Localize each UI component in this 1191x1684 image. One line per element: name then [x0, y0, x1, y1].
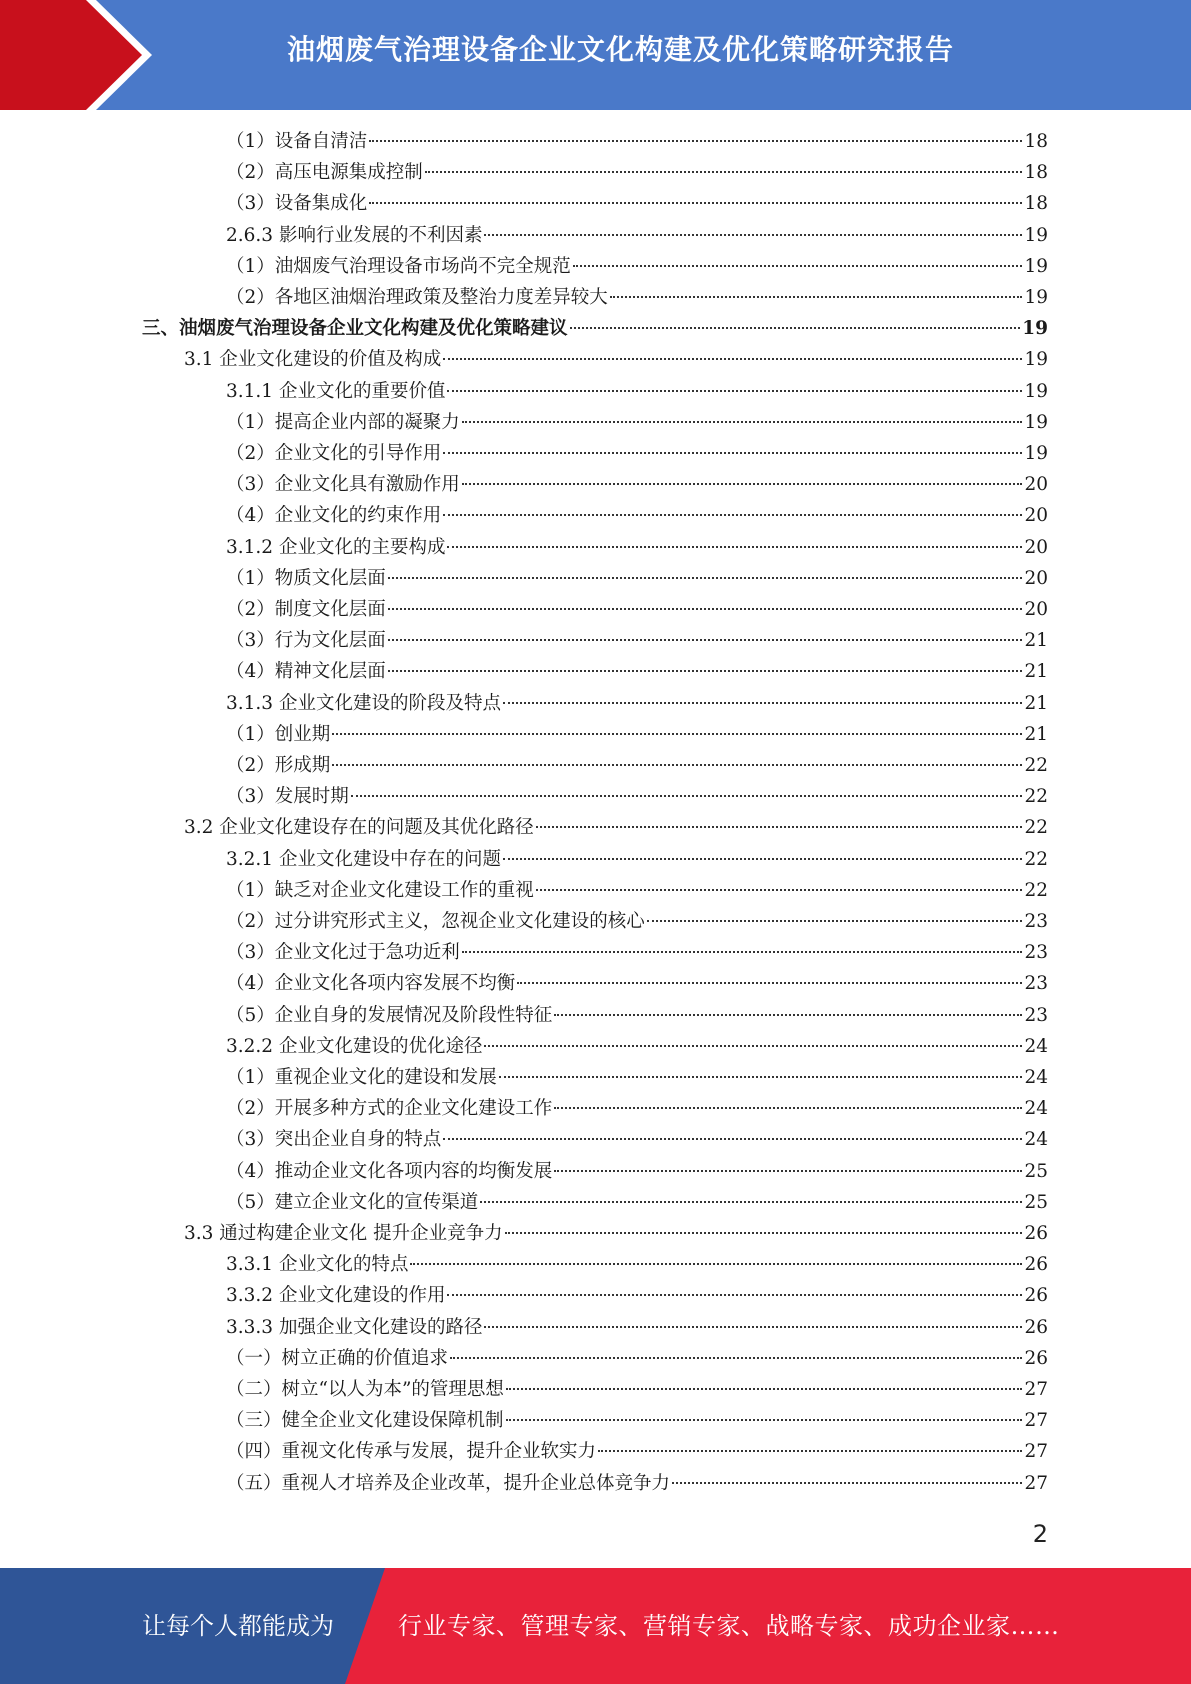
toc-entry-page: 22: [1024, 817, 1048, 839]
toc-entry[interactable]: [226, 533, 1048, 564]
toc-entry-title: 3.1.1 企业文化的重要价值: [226, 380, 446, 402]
toc-entry-title: （4）推动企业文化各项内容的均衡发展: [226, 1160, 553, 1182]
toc-dot-leader: [484, 1326, 1022, 1328]
toc-entry-page: 18: [1024, 193, 1048, 215]
toc-entry-title: （3）发展时期: [226, 786, 349, 808]
toc-dot-leader: [647, 920, 1023, 922]
toc-entry-page: 19: [1024, 349, 1048, 371]
toc-entry-title: （1）创业期: [226, 723, 331, 745]
toc-dot-leader: [447, 546, 1022, 548]
toc-entry[interactable]: [226, 595, 1048, 626]
toc-entry-page: 24: [1024, 1067, 1048, 1088]
toc-dot-leader: [447, 1294, 1022, 1296]
toc-dot-leader: [505, 1232, 1023, 1234]
toc-entry[interactable]: [226, 969, 1048, 1000]
toc-entry-page: 23: [1024, 1004, 1048, 1026]
toc-entry-title: （3）企业文化过于急功近利: [226, 942, 460, 964]
toc-entry-title: （三）健全企业文化建设保障机制: [226, 1410, 504, 1432]
toc-entry[interactable]: [184, 345, 1048, 376]
toc-entry-title: （2）制度文化层面: [226, 599, 386, 620]
toc-entry[interactable]: [226, 1281, 1048, 1312]
toc-entry-title: （2）高压电源集成控制: [226, 162, 423, 184]
toc-entry[interactable]: [226, 564, 1048, 595]
toc-entry[interactable]: [226, 377, 1048, 408]
toc-entry-title: （1）物质文化层面: [226, 567, 386, 589]
toc-dot-leader: [517, 982, 1022, 984]
toc-dot-leader: [506, 1419, 1023, 1421]
toc-entry-title: 3.3.1 企业文化的特点: [226, 1254, 409, 1276]
toc-entry-page: 23: [1024, 973, 1048, 995]
toc-dot-leader: [462, 483, 1023, 485]
toc-dot-leader: [573, 265, 1023, 267]
toc-dot-leader: [503, 702, 1022, 704]
toc-entry-page: 26: [1024, 1347, 1048, 1369]
toc-entry-page: 25: [1024, 1191, 1048, 1213]
toc-dot-leader: [388, 639, 1023, 641]
toc-entry-page: 19: [1024, 224, 1048, 246]
toc-entry[interactable]: [184, 813, 1048, 844]
toc-dot-leader: [369, 202, 1022, 204]
toc-dot-leader: [536, 889, 1023, 891]
toc-entry-title: （2）过分讲究形式主义，忽视企业文化建设的核心: [226, 911, 645, 932]
footer-slogan-left: 让每个人都能成为: [142, 1612, 334, 1640]
toc-entry[interactable]: [226, 782, 1048, 813]
toc-entry-title: 3.1.3 企业文化建设的阶段及特点: [226, 692, 501, 714]
toc-entry-title: （3）突出企业自身的特点: [226, 1129, 442, 1151]
toc-entry-page: 19: [1024, 287, 1048, 308]
toc-entry-title: 三、油烟废气治理设备企业文化构建及优化策略建议: [142, 318, 568, 340]
toc-entry[interactable]: [226, 470, 1048, 501]
toc-entry-page: 27: [1024, 1410, 1048, 1432]
toc-dot-leader: [410, 1263, 1022, 1265]
toc-entry-title: （4）精神文化层面: [226, 661, 386, 683]
toc-entry-title: 3.1 企业文化建设的价值及构成: [184, 349, 442, 371]
toc-entry-page: 26: [1024, 1285, 1048, 1307]
toc-entry-title: 3.2.1 企业文化建设中存在的问题: [226, 848, 501, 870]
toc-entry-title: （1）设备自清洁: [226, 131, 368, 152]
toc-entry-title: （1）油烟废气治理设备市场尚不完全规范: [226, 255, 571, 277]
toc-entry[interactable]: [226, 1157, 1048, 1188]
toc-entry[interactable]: [226, 1406, 1048, 1437]
toc-entry-page: 19: [1024, 380, 1048, 402]
toc-entry-title: 3.3 通过构建企业文化 提升企业竞争力: [184, 1223, 503, 1244]
toc-entry-page: 21: [1024, 692, 1048, 714]
toc-entry[interactable]: [226, 1469, 1048, 1500]
toc-dot-leader: [499, 1076, 1023, 1078]
toc-entry[interactable]: [226, 1313, 1048, 1344]
toc-dot-leader: [554, 1107, 1022, 1109]
toc-entry-title: （1）缺乏对企业文化建设工作的重视: [226, 879, 534, 901]
toc-entry-title: 3.3.3 加强企业文化建设的路径: [226, 1316, 483, 1338]
toc-entry-page: 26: [1024, 1316, 1048, 1338]
header-arrow-logo: [0, 0, 145, 110]
toc-entry[interactable]: [226, 1344, 1048, 1375]
toc-entry-page: 21: [1024, 723, 1048, 745]
toc-entry[interactable]: [226, 501, 1048, 532]
toc-dot-leader: [443, 452, 1022, 454]
toc-entry[interactable]: [226, 845, 1048, 876]
toc-entry-title: （5）企业自身的发展情况及阶段性特征: [226, 1004, 553, 1026]
toc-dot-leader: [443, 1138, 1022, 1140]
toc-dot-leader: [388, 608, 1023, 610]
toc-entry-page: 18: [1024, 162, 1048, 184]
page-header: [0, 0, 1191, 110]
toc-entry[interactable]: [226, 907, 1048, 938]
toc-dot-leader: [388, 577, 1023, 579]
toc-entry-title: （3）设备集成化: [226, 193, 368, 215]
page-number: 2: [1032, 1520, 1048, 1548]
toc-entry-page: 18: [1024, 131, 1048, 152]
toc-entry[interactable]: [226, 189, 1048, 220]
toc-entry-page: 20: [1024, 567, 1048, 589]
toc-entry-title: （五）重视人才培养及企业改革，提升企业总体竞争力: [226, 1472, 671, 1494]
toc-entry-page: 20: [1024, 474, 1048, 496]
toc-entry[interactable]: [226, 439, 1048, 470]
toc-dot-leader: [503, 858, 1022, 860]
toc-dot-leader: [536, 826, 1023, 828]
toc-dot-leader: [443, 358, 1022, 360]
toc-dot-leader: [351, 795, 1023, 797]
toc-entry[interactable]: [226, 1125, 1048, 1156]
toc-entry-title: 2.6.3 影响行业发展的不利因素: [226, 224, 483, 246]
toc-dot-leader: [462, 951, 1023, 953]
toc-entry-page: 24: [1024, 1098, 1048, 1120]
toc-entry[interactable]: [226, 1094, 1048, 1125]
toc-dot-leader: [570, 327, 1021, 329]
toc-entry-page: 22: [1024, 755, 1048, 776]
toc-entry-page: 26: [1024, 1254, 1048, 1276]
toc-entry-title: （2）开展多种方式的企业文化建设工作: [226, 1098, 553, 1120]
toc-entry-title: （5）建立企业文化的宣传渠道: [226, 1191, 479, 1213]
toc-entry-title: （2）各地区油烟治理政策及整治力度差异较大: [226, 287, 608, 308]
toc-entry[interactable]: [226, 1001, 1048, 1032]
toc-entry-page: 22: [1024, 848, 1048, 870]
toc-entry[interactable]: [226, 1063, 1048, 1094]
toc-entry[interactable]: [226, 252, 1048, 283]
toc-dot-leader: [610, 296, 1023, 298]
toc-entry[interactable]: [226, 127, 1048, 158]
toc-dot-leader: [369, 140, 1022, 142]
toc-dot-leader: [554, 1170, 1022, 1172]
toc-entry-title: （二）树立“以人为本”的管理思想: [226, 1379, 504, 1400]
toc-entry[interactable]: [226, 1188, 1048, 1219]
toc-entry[interactable]: [226, 221, 1048, 252]
toc-entry-page: 19: [1024, 411, 1048, 433]
toc-entry[interactable]: [226, 657, 1048, 688]
toc-entry[interactable]: [226, 1032, 1048, 1063]
toc-entry-title: 3.2 企业文化建设存在的问题及其优化路径: [184, 817, 534, 839]
toc-entry-title: 3.1.2 企业文化的主要构成: [226, 536, 446, 558]
toc-entry-page: 24: [1024, 1129, 1048, 1151]
toc-entry-page: 20: [1024, 536, 1048, 558]
toc-dot-leader: [447, 390, 1022, 392]
footer-slogan-right: 行业专家、管理专家、营销专家、战略专家、成功企业家……: [398, 1612, 1060, 1640]
toc-entry-page: 22: [1024, 879, 1048, 901]
toc-entry[interactable]: [226, 938, 1048, 969]
toc-dot-leader: [450, 1357, 1022, 1359]
toc-entry-title: 3.3.2 企业文化建设的作用: [226, 1285, 446, 1307]
toc-entry[interactable]: [226, 876, 1048, 907]
toc-entry-title: 3.2.2 企业文化建设的优化途径: [226, 1035, 483, 1057]
toc-entry-page: 27: [1024, 1472, 1048, 1494]
toc-entry-page: 26: [1024, 1223, 1048, 1244]
toc-entry-page: 20: [1024, 599, 1048, 620]
header-title: 油烟废气治理设备企业文化构建及优化策略研究报告: [286, 33, 954, 66]
toc-entry[interactable]: [142, 314, 1048, 345]
toc-entry-page: 27: [1024, 1441, 1048, 1463]
toc-entry[interactable]: [226, 751, 1048, 782]
toc-entry-title: （4）企业文化各项内容发展不均衡: [226, 973, 516, 995]
toc-dot-leader: [554, 1014, 1022, 1016]
toc-dot-leader: [443, 514, 1022, 516]
page-footer: [0, 1568, 1191, 1684]
toc-entry-page: 19: [1022, 318, 1048, 340]
toc-entry-title: （1）重视企业文化的建设和发展: [226, 1067, 497, 1088]
toc-entry[interactable]: [226, 283, 1048, 314]
toc-dot-leader: [462, 421, 1023, 423]
toc-entry-page: 19: [1024, 255, 1048, 277]
toc-entry[interactable]: [226, 1375, 1048, 1406]
toc-entry-page: 25: [1024, 1160, 1048, 1182]
toc-entry-page: 22: [1024, 786, 1048, 808]
toc-dot-leader: [506, 1388, 1023, 1390]
toc-entry-title: （2）形成期: [226, 755, 331, 776]
toc-dot-leader: [388, 670, 1023, 672]
toc-entry[interactable]: [226, 1250, 1048, 1281]
toc-dot-leader: [332, 733, 1022, 735]
toc-dot-leader: [484, 234, 1022, 236]
toc-dot-leader: [598, 1450, 1022, 1452]
toc-entry-page: 27: [1024, 1379, 1048, 1400]
toc-dot-leader: [484, 1045, 1022, 1047]
toc-dot-leader: [425, 171, 1023, 173]
toc-entry-page: 20: [1024, 505, 1048, 527]
toc-entry-title: （2）企业文化的引导作用: [226, 443, 442, 464]
toc-entry-title: （4）企业文化的约束作用: [226, 505, 442, 527]
toc-entry-title: （3）企业文化具有激励作用: [226, 474, 460, 496]
toc-entry-page: 23: [1024, 911, 1048, 932]
toc-entry-title: （四）重视文化传承与发展，提升企业软实力: [226, 1441, 597, 1463]
toc-entry[interactable]: [226, 689, 1048, 720]
toc-entry[interactable]: [226, 158, 1048, 189]
toc-dot-leader: [672, 1482, 1022, 1484]
toc-entry-title: （3）行为文化层面: [226, 630, 386, 652]
toc-entry[interactable]: [226, 626, 1048, 657]
toc-entry-page: 21: [1024, 630, 1048, 652]
toc-entry[interactable]: [226, 1437, 1048, 1468]
toc-entry-title: （一）树立正确的价值追求: [226, 1347, 449, 1369]
toc-entry[interactable]: [184, 1219, 1048, 1250]
toc-dot-leader: [480, 1201, 1022, 1203]
toc-entry-page: 24: [1024, 1035, 1048, 1057]
toc-entry-title: （1）提高企业内部的凝聚力: [226, 411, 460, 433]
toc-entry-page: 23: [1024, 942, 1048, 964]
toc-entry-page: 21: [1024, 661, 1048, 683]
toc-dot-leader: [332, 764, 1022, 766]
toc-entry[interactable]: [226, 720, 1048, 751]
toc-entry-page: 19: [1024, 443, 1048, 464]
toc-entry[interactable]: [226, 408, 1048, 439]
